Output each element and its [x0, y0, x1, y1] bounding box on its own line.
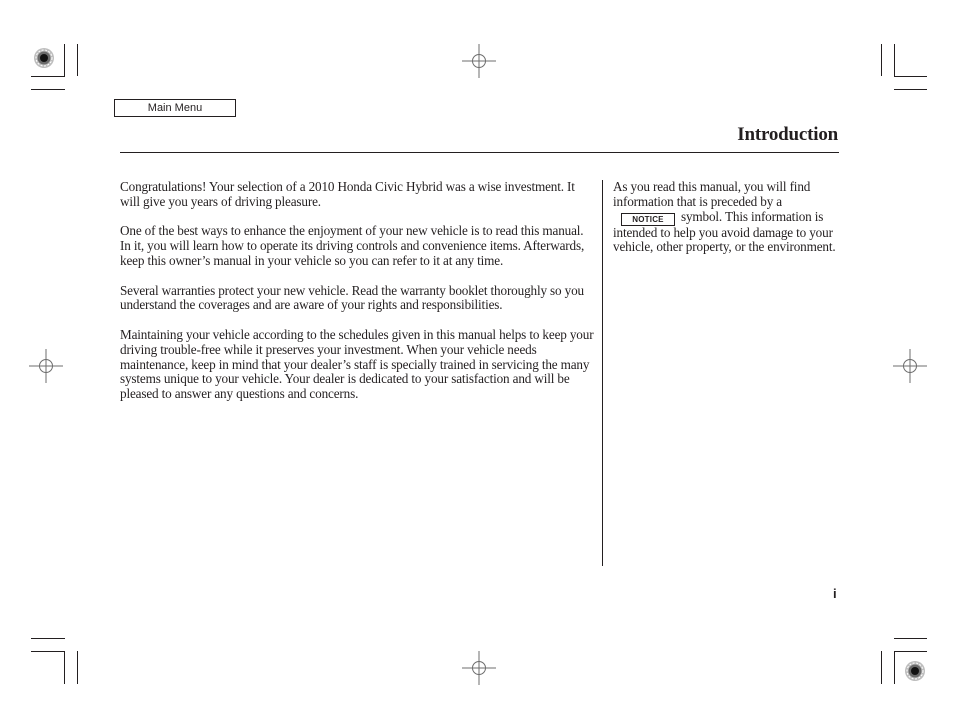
- notice-text-after: symbol. This information is intended to help you avoid damage to your vehicle, other property, or the environment.: [613, 208, 836, 255]
- page-title: Introduction: [737, 124, 838, 145]
- notice-text-before: As you read this manual, you will find information that is preceded by a: [613, 179, 811, 209]
- crop-line: [894, 89, 927, 90]
- crop-line: [881, 651, 882, 684]
- crop-line: [894, 44, 895, 76]
- densitometer-target-icon: [33, 47, 55, 69]
- crop-line: [894, 638, 927, 639]
- crop-line: [894, 651, 927, 652]
- notice-paragraph: [613, 180, 843, 255]
- crop-line: [64, 44, 65, 76]
- registration-mark-top-icon: [462, 44, 496, 78]
- title-divider: [120, 152, 839, 153]
- crop-line: [77, 44, 78, 76]
- crop-line: [894, 651, 895, 684]
- registration-mark-right-icon: [893, 349, 927, 383]
- registration-mark-bottom-icon: [462, 651, 496, 685]
- crop-line: [77, 651, 78, 684]
- column-divider: [602, 180, 603, 566]
- crop-line: [31, 651, 65, 652]
- paragraph-warranties: Several warranties protect your new vehicle. Read the warranty booklet thoroughly so you understand the coverages and are aware of your rights and responsibilities.: [120, 282, 584, 313]
- main-menu-button[interactable]: Main Menu: [114, 99, 236, 117]
- crop-line: [894, 76, 927, 77]
- crop-line: [64, 651, 65, 684]
- crop-line: [31, 89, 65, 90]
- densitometer-target-icon: [904, 660, 926, 682]
- crop-line: [881, 44, 882, 76]
- paragraph-read-manual: One of the best ways to enhance the enjoyment of your new vehicle is to read this manual. In it, you will learn how to operate its driving controls and convenience items. Afterwards, keep this owner’s manual in your vehicle so you can refer to it at any time.: [120, 223, 585, 268]
- crop-line: [31, 638, 65, 639]
- right-column: [613, 180, 843, 255]
- paragraph-maintenance: Maintaining your vehicle according to the schedules given in this manual helps to keep your driving trouble-free while it preserves your investment. When your vehicle needs maintenance, keep in mind that your dealer’s staff is specially trained in servicing the many systems unique to your vehicle. Your dealer is dedicated to your satisfaction and will be pleased to answer any questions and concerns.: [120, 326, 594, 402]
- paragraph-congratulations: Congratulations! Your selection of a 2010 Honda Civic Hybrid was a wise investment. It will give you years of driving pleasure.: [120, 179, 575, 209]
- crop-line: [31, 76, 65, 77]
- notice-symbol-badge: NOTICE: [621, 213, 675, 226]
- registration-mark-left-icon: [29, 349, 63, 383]
- left-column: [120, 180, 595, 417]
- page-number: i: [833, 586, 837, 601]
